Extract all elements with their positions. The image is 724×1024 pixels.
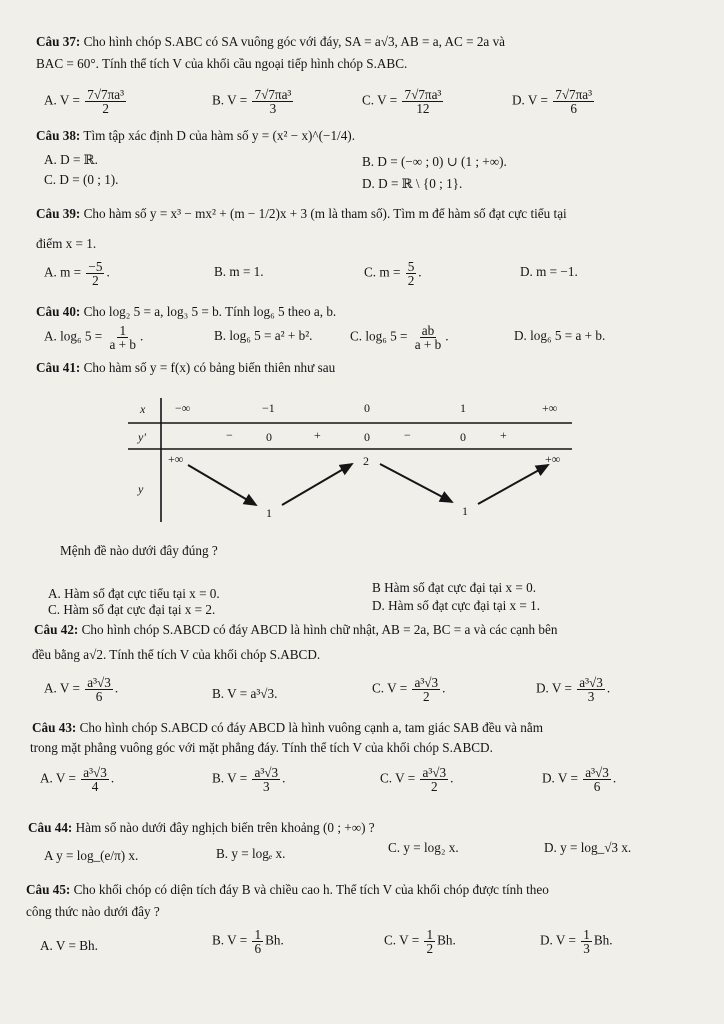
question-43-option-c[interactable]: C. V = $\frac{\text{a³√3}}{2}$ . bbox=[380, 765, 454, 794]
question-45-line-2: công thức nào dưới đây ? bbox=[26, 904, 160, 919]
fraction: $\frac{1}{3}$ bbox=[583, 927, 590, 956]
table-y-value: +∞ bbox=[168, 452, 184, 466]
question-41-prompt: Mệnh đề nào dưới đây đúng ? bbox=[60, 543, 218, 558]
question-40-option-c[interactable]: C. log₆ 5 = $\frac{ab}{a + b}$ . bbox=[350, 323, 449, 352]
table-yprime-label: y' bbox=[138, 430, 146, 444]
question-40-option-d[interactable]: D. log₆ 5 = a + b. bbox=[514, 328, 606, 343]
question-37-option-c[interactable]: C. V = $\frac{\text{7√7πa³}}{12}$ bbox=[362, 87, 442, 116]
question-39-option-a[interactable]: A. m = $\frac{-5}{2}$ . bbox=[44, 259, 110, 288]
question-41-option-d[interactable]: D. Hàm số đạt cực đại tại x = 1. bbox=[372, 598, 541, 613]
question-45-label: Câu 45: bbox=[26, 882, 71, 897]
arrow-increasing-2 bbox=[478, 465, 548, 504]
question-42-option-d[interactable]: D. V = $\frac{\text{a³√3}}{3}$ . bbox=[536, 675, 611, 704]
question-42-text-1: Cho hình chóp S.ABCD có đáy ABCD là hình chữ nhật, AB = 2a, BC = a và các cạnh bên bbox=[81, 622, 558, 637]
fraction: $\frac{\text{a³√3}}{6}$ bbox=[585, 765, 609, 794]
fraction: $\frac{\text{7√7πa³}}{2}$ bbox=[87, 87, 125, 116]
question-39-option-d[interactable]: D. m = −1. bbox=[520, 264, 578, 279]
question-38-text: Tìm tập xác định D của hàm số y = (x² − x)^(−1/4). bbox=[83, 128, 355, 143]
question-41-label: Câu 41: bbox=[36, 360, 81, 375]
question-43-option-a[interactable]: A. V = $\frac{\text{a³√3}}{4}$ . bbox=[40, 765, 115, 794]
table-y-value: 1 bbox=[266, 506, 272, 520]
table-sign: + bbox=[314, 428, 321, 442]
question-44-text: Hàm số nào dưới đây nghịch biến trên khoảng (0 ; +∞) ? bbox=[75, 820, 375, 835]
question-41-option-c[interactable]: C. Hàm số đạt cực đại tại x = 2. bbox=[48, 602, 216, 617]
question-42-option-c[interactable]: C. V = $\frac{\text{a³√3}}{2}$ . bbox=[372, 675, 446, 704]
table-y-label: y bbox=[138, 482, 144, 496]
question-43-line-1 bbox=[32, 720, 543, 736]
question-39-line-2: điểm x = 1. bbox=[36, 236, 97, 251]
table-x-value: −∞ bbox=[175, 401, 191, 415]
fraction: $\frac{\text{7√7πa³}}{3}$ bbox=[254, 87, 292, 116]
fraction: $\frac{\text{a³√3}}{4}$ bbox=[83, 765, 107, 794]
arrow-decreasing-1 bbox=[188, 465, 256, 505]
question-37-line-2: BAC = 60°. Tính thể tích V của khối cầu ngoại tiếp hình chóp S.ABC. bbox=[36, 56, 408, 71]
table-x-value: 1 bbox=[460, 401, 466, 415]
table-y-value: 2 bbox=[363, 454, 369, 468]
fraction: $\frac{-5}{2}$ bbox=[88, 259, 103, 288]
fraction: $\frac{\text{7√7πa³}}{6}$ bbox=[555, 87, 593, 116]
question-39-text-1: Cho hàm số y = x³ − mx² + (m − 1/2)x + 3 (m là tham số). Tìm m để hàm số đạt cực tiểu tại bbox=[83, 206, 567, 221]
question-38-option-a[interactable]: A. D = ℝ. bbox=[44, 152, 98, 167]
question-37-option-d[interactable]: D. V = $\frac{\text{7√7πa³}}{6}$ bbox=[512, 87, 593, 116]
table-x-value: +∞ bbox=[542, 401, 558, 415]
fraction: $\frac{1}{6}$ bbox=[254, 927, 262, 956]
question-45-option-c[interactable]: C. V = $\frac{1}{2}$ Bh. bbox=[384, 927, 456, 956]
table-y-value: +∞ bbox=[545, 452, 561, 466]
question-37-label: Câu 37: bbox=[36, 34, 81, 49]
question-39-label: Câu 39: bbox=[36, 206, 81, 221]
fraction: $\frac{\text{a³√3}}{3}$ bbox=[579, 675, 603, 704]
question-39-option-b[interactable]: B. m = 1. bbox=[214, 264, 264, 279]
question-43-label: Câu 43: bbox=[32, 720, 77, 735]
question-42-label: Câu 42: bbox=[34, 622, 79, 637]
table-x-value: −1 bbox=[262, 401, 275, 415]
fraction: $\frac{\text{a³√3}}{6}$ bbox=[87, 675, 111, 704]
table-x-label: x bbox=[140, 402, 146, 416]
question-44-option-d[interactable]: D. y = log_√3 x. bbox=[544, 840, 632, 855]
question-43-text-1: Cho hình chóp S.ABCD có đáy ABCD là hình vuông cạnh a, tam giác SAB đều và nằm bbox=[79, 720, 543, 735]
table-sign: − bbox=[404, 428, 411, 442]
question-41-option-a[interactable]: A. Hàm số đạt cực tiểu tại x = 0. bbox=[48, 586, 220, 601]
question-37-text-1: Cho hình chóp S.ABC có SA vuông góc với đáy, SA = a√3, AB = a, AC = 2a và bbox=[83, 34, 506, 49]
question-42-line-1 bbox=[34, 622, 557, 638]
question-45-line-1 bbox=[26, 882, 549, 898]
table-y-value: 1 bbox=[462, 504, 468, 518]
question-43-option-b[interactable]: B. V = $\frac{\text{a³√3}}{3}$ . bbox=[212, 765, 286, 794]
question-43-option-d[interactable]: D. V = $\frac{\text{a³√3}}{6}$ . bbox=[542, 765, 617, 794]
question-42-line-2: đều bằng a√2. Tính thể tích V của khối chóp S.ABCD. bbox=[32, 647, 321, 662]
question-38-option-b[interactable]: B. D = (−∞ ; 0) ∪ (1 ; +∞). bbox=[362, 154, 507, 169]
question-40-label: Câu 40: bbox=[36, 304, 81, 319]
question-44-option-a[interactable]: A y = log_(e/π) x. bbox=[44, 848, 139, 863]
fraction: $\frac{ab}{a + b}$ bbox=[414, 323, 442, 352]
fraction: $\frac{\text{7√7πa³}}{12}$ bbox=[404, 87, 442, 116]
fraction: $\frac{5}{2}$ bbox=[407, 259, 415, 288]
table-sign: 0 bbox=[364, 430, 370, 444]
question-44-option-b[interactable]: B. y = logₑ x. bbox=[216, 846, 286, 861]
question-41-text: Cho hàm số y = f(x) có bảng biến thiên như sau bbox=[83, 360, 336, 375]
question-41-option-b[interactable]: B Hàm số đạt cực đại tại x = 0. bbox=[372, 580, 537, 595]
question-40-text: Cho log₂ 5 = a, log₃ 5 = b. Tính log₆ 5 theo a, b. bbox=[83, 304, 337, 319]
fraction: $\frac{\text{a³√3}}{2}$ bbox=[422, 765, 447, 794]
question-38-label: Câu 38: bbox=[36, 128, 81, 143]
question-40-option-a[interactable]: A. log₆ 5 = $\frac{1}{a + b}$ . bbox=[44, 323, 144, 352]
arrow-increasing-1 bbox=[282, 464, 352, 505]
fraction: $\frac{\text{a³√3}}{3}$ bbox=[254, 765, 279, 794]
question-38-option-d[interactable]: D. D = ℝ \ {0 ; 1}. bbox=[362, 176, 463, 191]
table-sign: + bbox=[500, 428, 507, 442]
table-sign: − bbox=[226, 428, 233, 442]
question-45-option-d[interactable]: D. V = $\frac{1}{3}$ Bh. bbox=[540, 927, 613, 956]
question-42-option-b[interactable]: B. V = a³√3. bbox=[212, 686, 278, 701]
question-45-text-1: Cho khối chóp có diện tích đáy B và chiều cao h. Thể tích V của khối chóp được tính theo bbox=[73, 882, 549, 897]
fraction: $\frac{1}{a + b}$ bbox=[109, 323, 136, 352]
question-37-option-a[interactable]: A. V = $\frac{\text{7√7πa³}}{2}$ bbox=[44, 87, 125, 116]
table-x-value: 0 bbox=[364, 401, 370, 415]
question-38-option-c[interactable]: C. D = (0 ; 1). bbox=[44, 172, 119, 187]
question-44-line bbox=[28, 820, 375, 836]
arrow-decreasing-2 bbox=[380, 464, 452, 502]
question-45-option-b[interactable]: B. V = $\frac{1}{6}$ Bh. bbox=[212, 927, 284, 956]
question-44-option-c[interactable]: C. y = log₂ x. bbox=[388, 840, 459, 855]
question-44-label: Câu 44: bbox=[28, 820, 73, 835]
question-37-option-b[interactable]: B. V = $\frac{\text{7√7πa³}}{3}$ bbox=[212, 87, 292, 116]
question-39-option-c[interactable]: C. m = $\frac{5}{2}$ . bbox=[364, 259, 422, 288]
fraction: $\frac{\text{a³√3}}{2}$ bbox=[414, 675, 439, 704]
question-43-line-2: trong mặt phẳng vuông góc với mặt phẳng đáy. Tính thể tích V của khối chóp S.ABCD. bbox=[30, 740, 493, 755]
table-sign: 0 bbox=[460, 430, 466, 444]
question-40-option-b[interactable]: B. log₆ 5 = a² + b². bbox=[214, 328, 313, 343]
question-45-option-a[interactable]: A. V = Bh. bbox=[40, 938, 98, 953]
table-sign: 0 bbox=[266, 430, 272, 444]
question-42-option-a[interactable]: A. V = $\frac{\text{a³√3}}{6}$ . bbox=[44, 675, 119, 704]
fraction: $\frac{1}{2}$ bbox=[426, 927, 434, 956]
